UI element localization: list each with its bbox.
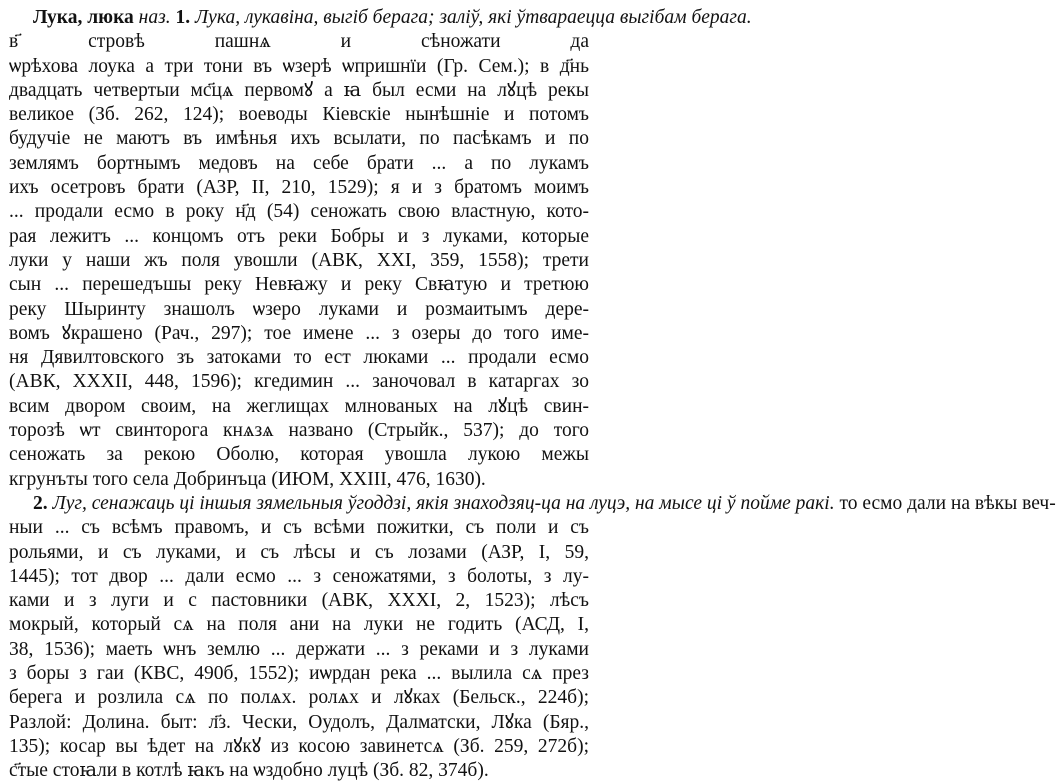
text-line: ѡрѣхова лоука а три тони въ ѡзерѣ ѡпришнїи (Гр. Сем.); в д҃нь (9, 55, 589, 77)
text-line: 1445); тот двор ... дали есмо ... з сеножатями, з болоты, з лу- (9, 565, 589, 587)
text-line: 135); косар вы ѣдет на лꙋкꙋ из косою завинетсѧ (Зб. 259, 272б); (9, 735, 589, 757)
part-of-speech: наз. (138, 7, 171, 28)
text-line: кгрунъты того села Добринъца (ИЮМ, XXIII, 476, 1630). (9, 468, 486, 490)
text-line: Разлой: Долина. быт: л҃з. Чески, Оудолъ, Далматски, Лꙋка (Бяр., (9, 711, 589, 733)
text-line: ками и з луги и с пастовники (АВК, XXXI, 2, 1523); лѣсъ (9, 590, 589, 612)
entry-sense-2 (9, 492, 1056, 784)
text-line: (АВК, XXXII, 448, 1596); кгедимин ... заночовал в катаргах зо (9, 371, 589, 393)
text-line: рая лежитъ ... концомъ отъ реки Бобры и з луками, которые (9, 225, 589, 247)
text-line: реку Шыринту знашолъ ѡзеро луками и розмаитымъ дере- (9, 298, 589, 320)
text-line: берега и розлила сѧ по полѧх. ролѧх и лꙋках (Бельск., 224б); (9, 687, 589, 709)
text-line: великое (Зб. 262, 124); воеводы Кіевскіе нынѣшніе и потомъ (9, 104, 589, 126)
text-line: луки у наши жъ поля увошли (АВК, XXI, 359, 1558); трети (9, 249, 589, 271)
sense-definition: Лука, лукавіна, выгіб берага; заліў, які ўтвараецца выгібам берага. (194, 7, 752, 28)
text-line: сеножать за рекою Оболю, которая увошла лукою межы (9, 444, 589, 466)
text-line: мокрый, который сѧ на поля ани на луки не годить (АСД, I, (9, 614, 589, 636)
sense-definition: Луг, сенажаць ці іншыя зямельныя ўгоддзі, якія знаходзяц-ца на луцэ, на мысе ці ў пойме ракі. (52, 492, 835, 514)
text-line (9, 6, 752, 30)
headword: Лука, люка (33, 7, 134, 28)
text-line: будучіе не маютъ въ имѣнья ихъ всылати, по пасѣкамъ и по (9, 128, 589, 150)
text-line: сын ... перешедъшы реку Невꙗжу и реку Свꙗтую и третюю (9, 274, 589, 296)
sense-number: 1. (175, 7, 191, 28)
text-line (9, 492, 1056, 516)
text-line: торозѣ ѡт свинторога кнѧзѧ названо (Стрыйк., 537); до того (9, 420, 589, 442)
sense-number: 2. (33, 492, 48, 514)
text-line: в҃ стровѣ пашнѧ и сѣножати да (9, 31, 589, 53)
text-line: вомъ ꙋкрашено (Рач., 297); тое имене ... з озеры до того име- (9, 322, 589, 344)
text-line: с҃тые стоꙗли в котлѣ ꙗкъ на ѡздобно луцѣ (Зб. 82, 374б). (9, 760, 489, 782)
text-line: ня Дявилтовского зъ затоками то ест люками ... продали есмо (9, 347, 589, 369)
text-line: двадцать четвертыи мс҃цѧ первомꙋ а ꙗ был есми на лꙋцѣ рекы (9, 79, 589, 101)
text-line: рольями, и съ луками, и съ лѣсы и съ лозами (АЗР, I, 59, (9, 541, 589, 563)
text-line: ... продали есмо в року н҃д (54) сеножать свою властную, кото- (9, 201, 589, 223)
text-line: всим двором своим, на жеглищах млнованых на лꙋцѣ свин- (9, 395, 589, 417)
text-fragment: то есмо дали на вѣкы веч- (839, 492, 1056, 514)
entry-sense-1 (9, 6, 752, 492)
text-line: ныи ... съ всѣмъ правомъ, и съ всѣми пожитки, съ поли и съ (9, 517, 589, 539)
text-line: 38, 1536); маеть ѡнъ землю ... держати ... з реками и з луками (9, 638, 589, 660)
text-line: з боры з гаи (КВС, 490б, 1552); иѡрдан река ... вылила сѧ през (9, 663, 589, 685)
text-line: землямъ бортнымъ медовъ на себе брати ... а по лукамъ (9, 152, 589, 174)
text-line: ихъ осетровъ брати (АЗР, II, 210, 1529); я и з братомъ моимъ (9, 177, 589, 199)
